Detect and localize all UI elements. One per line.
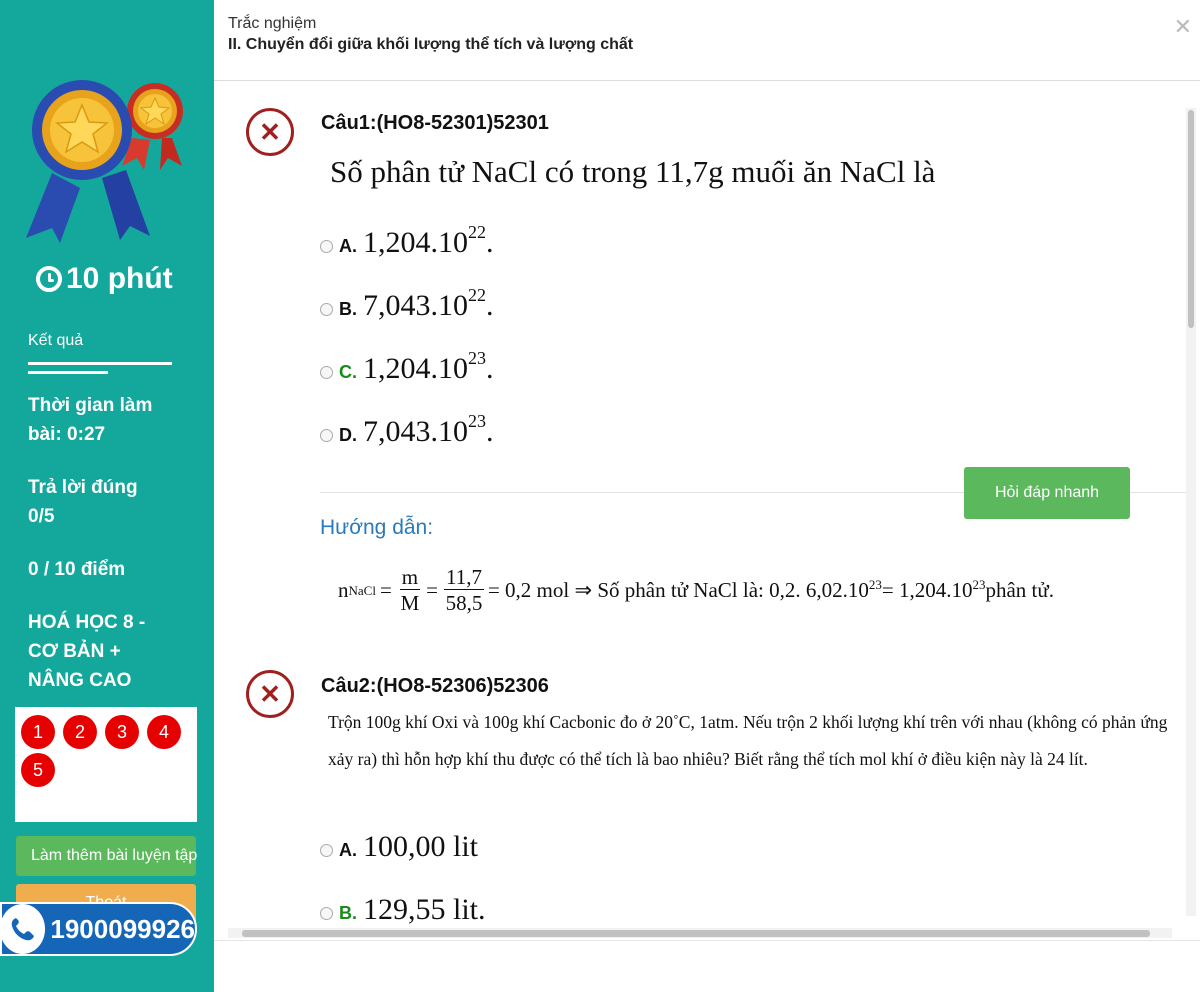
- course-name: HOÁ HỌC 8 - CƠ BẢN + NÂNG CAO: [28, 612, 146, 691]
- option-d[interactable]: [320, 411, 494, 449]
- option-tail: .: [486, 289, 494, 322]
- option-tail: .: [486, 352, 494, 385]
- option-value: 1,204.10: [363, 226, 468, 259]
- question-text: Số phân tử NaCl có trong 11,7g muối ăn NaCl là: [330, 154, 936, 189]
- option-tail: .: [486, 415, 494, 448]
- option-letter: A.: [339, 236, 357, 256]
- option-b[interactable]: [320, 285, 494, 323]
- guide-label: Hướng dẫn:: [320, 516, 434, 539]
- hotline-badge[interactable]: [0, 902, 197, 956]
- time-spent: Thời gian làm bài: 0:27: [28, 395, 153, 445]
- horizontal-scrollbar-thumb[interactable]: [242, 930, 1150, 937]
- formula-result: phân tử.: [985, 578, 1055, 602]
- radio-button[interactable]: [320, 844, 333, 857]
- question-number-1[interactable]: 1: [21, 715, 55, 749]
- option-value: 100,00 lit: [363, 830, 479, 863]
- wrong-x-icon: ✕: [246, 670, 294, 718]
- question-number-2[interactable]: 2: [63, 715, 97, 749]
- quick-answer-button[interactable]: Hỏi đáp nhanh: [964, 467, 1130, 519]
- score: 0 / 10 điểm: [28, 559, 126, 580]
- vertical-scrollbar-thumb[interactable]: [1188, 110, 1194, 328]
- option-letter: D.: [339, 425, 357, 445]
- formula-symbol: n: [338, 578, 349, 602]
- option-exponent: 23: [468, 411, 486, 431]
- radio-button[interactable]: [320, 240, 333, 253]
- dialog-header: [214, 0, 1200, 81]
- solution-formula: [338, 565, 1054, 616]
- page-title: II. Chuyển đổi giữa khối lượng thể tích và lượng chất: [228, 36, 634, 53]
- radio-button[interactable]: [320, 429, 333, 442]
- question-number-4[interactable]: 4: [147, 715, 181, 749]
- question-heading: Câu1:(HO8-52301)52301: [321, 112, 549, 134]
- close-icon[interactable]: ✕: [1173, 14, 1192, 39]
- fraction-numerator: m: [401, 565, 419, 589]
- fraction-m-over-M: [400, 565, 420, 616]
- option-exponent: 22: [468, 285, 486, 305]
- radio-button[interactable]: [320, 366, 333, 379]
- option-exponent: 22: [468, 222, 486, 242]
- option-letter: B.: [339, 903, 357, 923]
- timer-value: 10 phút: [66, 262, 173, 295]
- formula-exponent: 23: [972, 576, 986, 592]
- formula-result: = 0,2 mol ⇒ Số phân tử NaCl là: 0,2. 6,02.10: [487, 578, 869, 602]
- question-heading: Câu2:(HO8-52306)52306: [321, 675, 549, 697]
- formula-equals: =: [379, 578, 392, 602]
- correct-answers: Trả lời đúng 0/5: [28, 477, 138, 527]
- divider: [28, 371, 108, 374]
- radio-button[interactable]: [320, 303, 333, 316]
- option-a[interactable]: [320, 222, 494, 260]
- clock-icon: [36, 266, 62, 292]
- option-value: 7,043.10: [363, 415, 468, 448]
- question-number-5[interactable]: 5: [21, 753, 55, 787]
- formula-equals: =: [426, 578, 438, 602]
- option-value: 1,204.10: [363, 352, 468, 385]
- option-a[interactable]: [320, 830, 478, 864]
- formula-result: = 1,204.10: [881, 578, 973, 602]
- fraction-values: [444, 565, 484, 616]
- option-exponent: 23: [468, 348, 486, 368]
- fraction-numerator: 11,7: [445, 565, 482, 589]
- option-value: 129,55 lit.: [363, 893, 486, 926]
- formula-exponent: 23: [868, 576, 882, 592]
- question-text: Trộn 100g khí Oxi và 100g khí Cacbonic đo ở 20˚C, 1atm. Nếu trộn 2 khối lượng khí trên với nhau (không có phản ứng xảy ra) thì hỗn hợp khí thu được có thể tích là bao nhiêu? Biết rằng thể tích mol khí ở điều kiện này là 24 lít.: [328, 712, 1168, 769]
- fraction-denominator: 58,5: [445, 591, 483, 615]
- formula-subscript: NaCl: [348, 582, 376, 598]
- divider: [28, 362, 172, 365]
- option-value: 7,043.10: [363, 289, 468, 322]
- countdown-timer: [36, 262, 173, 296]
- hotline-number: 1900099926: [50, 913, 195, 944]
- option-letter: A.: [339, 840, 357, 860]
- question-navigator: [15, 707, 197, 822]
- more-practice-button[interactable]: Làm thêm bài luyện tập: [16, 836, 196, 876]
- divider: [214, 940, 1200, 941]
- option-tail: .: [486, 226, 494, 259]
- fraction-denominator: M: [400, 591, 420, 615]
- breadcrumb: Trắc nghiệm: [228, 15, 317, 32]
- question-number-3[interactable]: 3: [105, 715, 139, 749]
- wrong-x-icon: ✕: [246, 108, 294, 156]
- option-letter: C.: [339, 362, 357, 382]
- radio-button[interactable]: [320, 907, 333, 920]
- option-letter: B.: [339, 299, 357, 319]
- option-b[interactable]: [320, 893, 486, 927]
- phone-icon: [0, 904, 45, 954]
- quiz-content: [214, 82, 1186, 932]
- result-label: Kết quả: [28, 332, 84, 349]
- award-ribbon-icon: [22, 78, 192, 248]
- option-c[interactable]: [320, 348, 494, 386]
- sidebar: [0, 0, 214, 992]
